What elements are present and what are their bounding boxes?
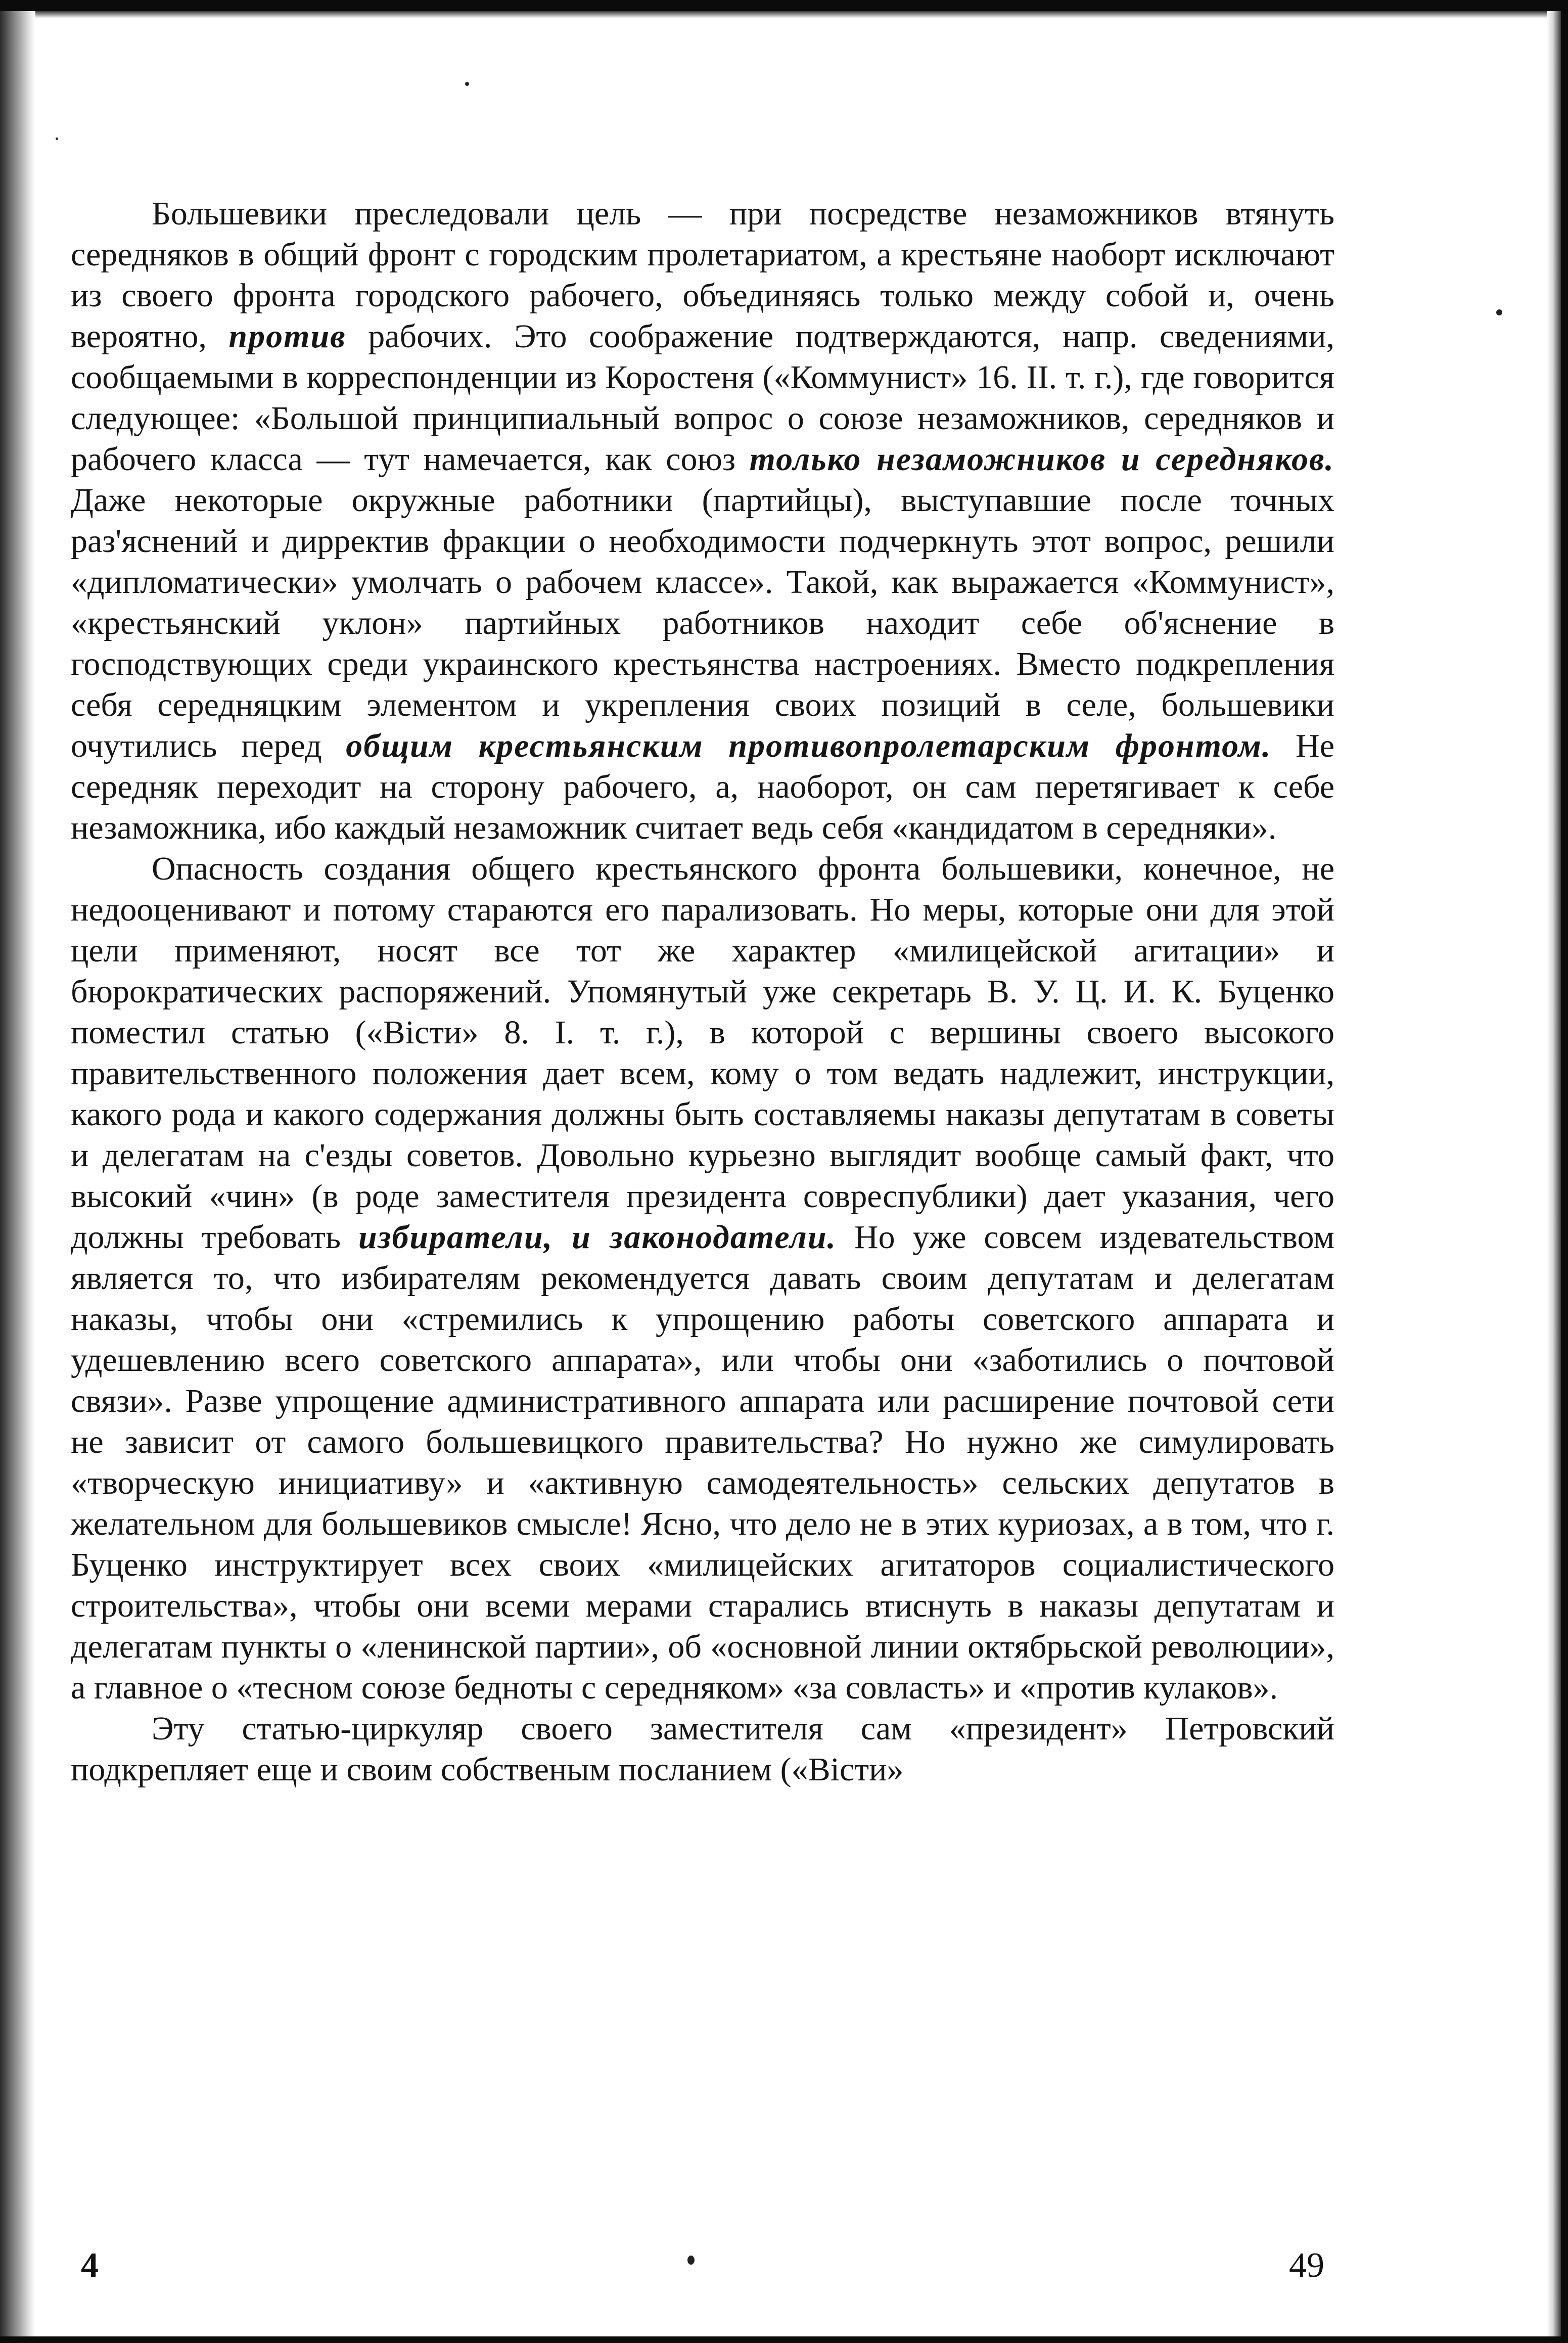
footer-dot	[687, 2256, 695, 2265]
page-top-edge	[0, 11, 1561, 18]
speck	[465, 82, 469, 86]
emphasized-text: только незаможников и середняков.	[749, 441, 1334, 478]
paragraph	[71, 848, 1334, 1708]
paragraph	[71, 193, 1334, 848]
emphasized-text: против	[228, 318, 346, 355]
page-right-edge	[1547, 11, 1561, 2336]
body-text	[71, 193, 1334, 1790]
text-run: Опасность создания общего крестьянского фронта большевики, конечное, не недооценивают и потому стараются его парализовать. Но меры, которые они для этой цели применяют, носят все тот же характер «милицейской агитации» и бюрократических распоряжений. Упомянутый уже секретарь В. У. Ц. И. К. Буценко поместил статью («Вісти» 8. І. т. г.), в которой с вершины своего высокого правительственного положения дает всем, кому о том ведать надлежит, инструкции, какого рода и какого содержания должны быть составляемы наказы депутатам в советы и делегатам на с'езды советов. Довольно курьезно выглядит вообще самый факт, что высокий «чин» (в роде заместителя президента совреспублики) дает указания, чего должны требовать	[71, 850, 1334, 1256]
signature-mark: 4	[81, 2246, 99, 2285]
paragraph	[71, 1708, 1334, 1790]
text-run: Даже некоторые окружные работники (партийцы), выступавшие после точных раз'яснений и дирректив фракции о необходимости подчеркнуть этот вопрос, решили «дипломатически» умолчать о рабочем классе». Такой, как выражается «Коммунист», «крестьянский уклон» партийных работников находит себе об'яснение в господствующих среди украинского крестьянства настроениях. Вместо подкрепления себя середняцким элементом и укрепления своих позиций в селе, большевики очутились перед	[71, 482, 1334, 764]
speck	[56, 137, 58, 140]
page-number: 49	[1289, 2246, 1324, 2285]
binding-gutter-shadow	[0, 11, 35, 2336]
text-run: Эту статью-циркуляр своего заместителя сам «президент» Петровский подкрепляет еще и своим собственым посланием («Вісти»	[71, 1710, 1334, 1788]
book-page	[0, 11, 1561, 2336]
text-run: рабочих. Это соображение подтверждаются, напр. сведениями, сообщаемыми в корреспонденции из Коростеня («Коммунист» 16. II. т. г.), где говорится следующее: «Большой принципиальный вопрос о союзе незаможников, середняков и рабочего класса — тут намечается, как союз	[71, 318, 1334, 478]
text-run: Но уже совсем издевательством является то, что избирателям рекомендуется давать своим депутатам и делегатам наказы, чтобы они «стремились к упрощению работы советского аппарата и удешевлению всего советского аппарата», или чтобы они «заботились о почтовой связи». Разве упрощение административного аппарата или расширение почтовой сети не зависит от самого большевицкого правительства? Но нужно же симулировать «творческую инициативу» и «активную самодеятельность» сельских депутатов в желательном для большевиков смысле! Ясно, что дело не в этих куриозах, а в том, что г. Буценко инструктирует всех своих «милицейских агитаторов социалистического строительства», чтобы они всеми мерами старались втиснуть в наказы депутатам и делегатам пункты о «ленинской партии», об «основной линии октябрьской революции», а главное о «тесном союзе бедноты с середняком» «за совласть» и «против кулаков».	[71, 1219, 1334, 1706]
emphasized-text: общим крестьянским противопролетарским фронтом.	[346, 727, 1272, 764]
text-run: Большевики преследовали цель — при посредстве незаможников втянуть середняков в общий фронт с городским пролетариатом, а крестьяне наоборт исключают из своего фронта городского рабочего, объединяясь только между собой и, очень вероятно,	[71, 195, 1334, 355]
speck	[1496, 309, 1502, 315]
emphasized-text: избиратели, и законодатели.	[358, 1219, 837, 1256]
text-run: Не середняк переходит на сторону рабочего, а, наоборот, он сам перетягивает к себе незаможника, ибо каждый незаможник считает ведь себя «кандидатом в середняки».	[71, 727, 1335, 846]
